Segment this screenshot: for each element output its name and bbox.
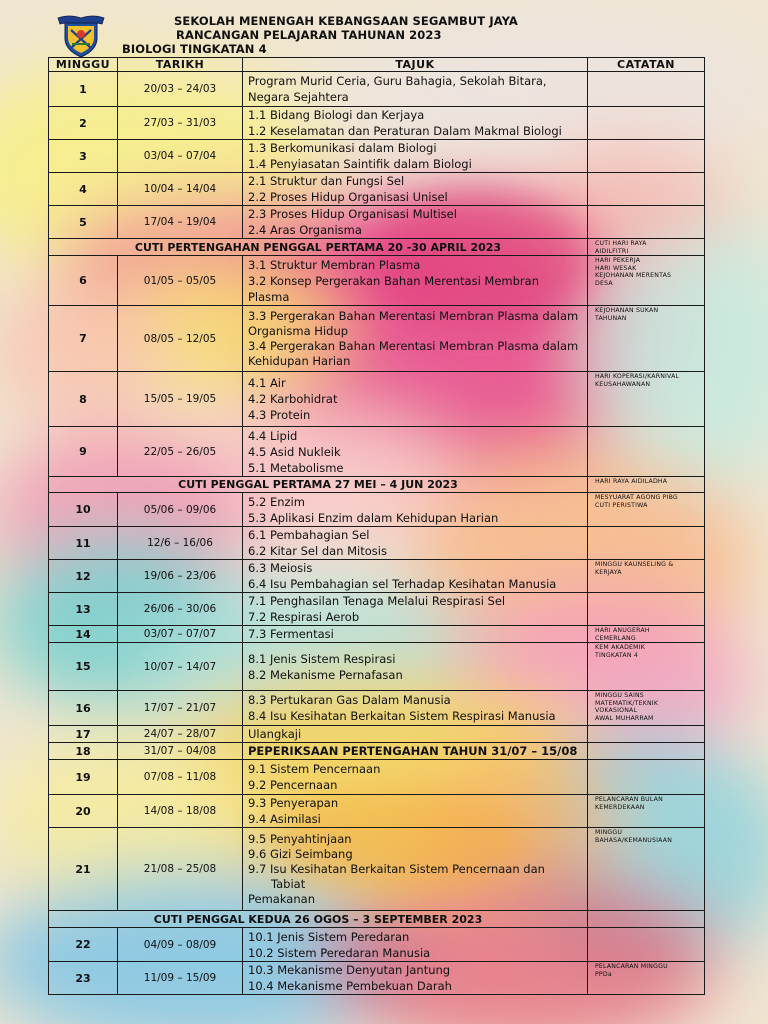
note-line: AWAL MUHARRAM [595,714,654,722]
notes-cell [588,911,705,928]
topic-line: 2.1 Struktur dan Fungsi Sel [248,174,405,188]
date-range: 01/05 – 05/05 [118,256,243,306]
note-line: HARI ANUGERAH [595,627,650,634]
table-row [49,372,705,427]
date-range: 19/06 – 23/06 [118,560,243,593]
column-header: CATATAN [588,58,705,72]
topic-line: 4.5 Asid Nukleik [248,444,341,459]
date-range: 24/07 – 28/07 [118,726,243,743]
note-line: CEMERLANG [595,634,636,642]
topic-line: 9.2 Pencernaan [248,778,338,792]
date-range: 05/06 – 09/06 [118,493,243,527]
topic-line: 1.4 Penyiasatan Saintifik dalam Biologi [248,157,472,171]
week-number: 20 [49,795,118,828]
topic-cell [243,527,588,560]
week-number: 21 [49,828,118,911]
notes-cell [588,206,705,239]
date-range: 04/09 – 08/09 [118,928,243,962]
week-number: 9 [49,427,118,477]
topic-line: Kehidupan Harian [248,353,351,368]
week-number: 8 [49,372,118,427]
topic-line: Negara Sejahtera [248,90,349,104]
topic-cell [243,626,588,643]
topic-line: 7.1 Penghasilan Tenaga Melalui Respirasi Sel [248,594,506,608]
topic-cell [243,795,588,828]
topic-cell [243,206,588,239]
topic-line: 6.3 Meiosis [248,561,313,575]
week-number: 16 [49,691,118,726]
note-line: HARI RAYA AIDILADHA [595,478,668,485]
topic-line: 8.2 Mekanisme Pernafasan [248,667,403,682]
holiday-row [49,911,705,928]
topic-cell [243,372,588,427]
week-number: 22 [49,928,118,962]
notes-cell [588,643,705,691]
week-number: 11 [49,527,118,560]
topic-line: 3.3 Pergerakan Bahan Merentasi Membran Plasma dalam [248,308,579,323]
notes-cell [588,372,705,427]
note-line: MATEMATIK/TEKNIK [595,699,659,707]
topic-line: 3.2 Konsep Pergerakan Bahan Merentasi Membran [248,273,539,288]
table-row [49,795,705,828]
table-row [49,527,705,560]
note-line: AIDILFITRI [595,247,629,255]
date-range: 17/07 – 21/07 [118,691,243,726]
note-line: KEUSAHAWANAN [595,380,651,388]
note-line: PPDa [595,970,612,978]
notes-cell [588,560,705,593]
topic-cell [243,962,588,995]
date-range: 14/08 – 18/08 [118,795,243,828]
note-line: KERJAYA [595,568,622,576]
holiday-label: CUTI PENGGAL KEDUA 26 OGOS – 3 SEPTEMBER 2023 [49,911,588,928]
week-number: 2 [49,107,118,140]
topic-line: 7.3 Fermentasi [248,627,334,641]
note-line: MINGGU [595,829,623,836]
school-crest-icon [56,14,106,58]
topic-line: Organisma Hidup [248,323,349,338]
topic-cell [243,928,588,962]
topic-line: 5.2 Enzim [248,494,305,509]
plan-title: RANCANGAN PELAJARAN TAHUNAN 2023 [176,28,442,42]
topic-line: 10.4 Mekanisme Pembekuan Darah [248,979,452,993]
topic-cell [243,726,588,743]
note-line: MINGGU KAUNSELING & [595,561,674,568]
topic-cell [243,140,588,173]
date-range: 20/03 – 24/03 [118,72,243,107]
topic-cell [243,593,588,626]
column-header: TAJUK [243,58,588,72]
holiday-label: CUTI PERTENGAHAN PENGGAL PERTAMA 20 -30 APRIL 2023 [49,239,588,256]
date-range: 31/07 – 04/08 [118,743,243,760]
date-range: 26/06 – 30/06 [118,593,243,626]
week-number: 23 [49,962,118,995]
note-line: HARI KOPERASI/KARNIVAL [595,373,680,380]
week-number: 13 [49,593,118,626]
table-row [49,726,705,743]
note-line: CUTI PERISTIWA [595,501,648,509]
date-range: 07/08 – 11/08 [118,760,243,795]
topic-cell [243,643,588,691]
topic-line: 10.2 Sistem Peredaran Manusia [248,945,431,960]
notes-cell [588,691,705,726]
table-row [49,493,705,527]
date-range: 21/08 – 25/08 [118,828,243,911]
topic-cell [243,427,588,477]
table-row [49,691,705,726]
topic-line: Program Murid Ceria, Guru Bahagia, Sekolah Bitara, [248,74,547,88]
topic-line: 8.3 Pertukaran Gas Dalam Manusia [248,693,451,707]
week-number: 7 [49,306,118,372]
note-line: PELANCARAN MINGGU [595,963,668,970]
topic-line: 9.4 Asimilasi [248,812,321,826]
topic-line: PEPERIKSAAN PERTENGAHAN TAHUN 31/07 – 15/08 [248,744,578,758]
topic-line: 10.3 Mekanisme Denyutan Jantung [248,963,451,977]
topic-line: 3.1 Struktur Membran Plasma [248,257,421,272]
topic-line: 2.2 Proses Hidup Organisasi Unisel [248,190,448,204]
week-number: 4 [49,173,118,206]
notes-cell [588,743,705,760]
table-row [49,760,705,795]
topic-cell [243,828,588,911]
notes-cell [588,962,705,995]
note-line: VOKASIONAL [595,707,638,714]
topic-cell [243,743,588,760]
table-row [49,743,705,760]
note-line: HARI WESAK [595,264,637,272]
date-range: 12/6 – 16/06 [118,527,243,560]
notes-cell [588,256,705,306]
topic-cell [243,560,588,593]
week-number: 15 [49,643,118,691]
table-row [49,256,705,306]
notes-cell [588,140,705,173]
topic-cell [243,493,588,527]
note-line: KEJOHANAN MERENTAS [595,272,672,279]
note-line: KEJOHANAN SUKAN [595,307,659,314]
week-number: 12 [49,560,118,593]
date-range: 15/05 – 19/05 [118,372,243,427]
topic-line: 2.4 Aras Organisma [248,223,362,237]
schedule-table [48,57,705,995]
date-range: 03/07 – 07/07 [118,626,243,643]
subject-title: BIOLOGI TINGKATAN 4 [122,42,267,56]
topic-line: 9.1 Sistem Pencernaan [248,762,381,776]
topic-line: 1.2 Keselamatan dan Peraturan Dalam Makmal Biologi [248,124,562,138]
week-number: 3 [49,140,118,173]
topic-cell [243,173,588,206]
column-header: MINGGU [49,58,118,72]
topic-line: 10.1 Jenis Sistem Peredaran [248,929,410,944]
topic-line: 4.2 Karbohidrat [248,392,338,406]
topic-line: 4.1 Air [248,376,286,390]
column-header: TARIKH [118,58,243,72]
topic-line: 1.1 Bidang Biologi dan Kerjaya [248,108,425,122]
week-number: 5 [49,206,118,239]
notes-cell [588,626,705,643]
school-name: SEKOLAH MENENGAH KEBANGSAAN SEGAMBUT JAYA [174,14,518,28]
date-range: 17/04 – 19/04 [118,206,243,239]
table-row [49,72,705,107]
topic-line: 9.6 Gizi Seimbang [248,846,353,861]
topic-line: 5.1 Metabolisme [248,460,344,475]
week-number: 10 [49,493,118,527]
topic-line: 3.4 Pergerakan Bahan Merentasi Membran Plasma dalam [248,338,579,353]
topic-line: Pemakanan [248,891,315,906]
topic-line: 9.7 Isu Kesihatan Berkaitan Sistem Pencernaan dan [248,861,545,876]
note-line: MINGGU SAINS [595,692,644,699]
topic-cell [243,691,588,726]
week-number: 1 [49,72,118,107]
table-row [49,427,705,477]
table-row [49,306,705,372]
topic-line: 6.2 Kitar Sel dan Mitosis [248,544,387,558]
notes-cell [588,828,705,911]
table-row [49,643,705,691]
topic-line: 8.4 Isu Kesihatan Berkaitan Sistem Respirasi Manusia [248,709,556,723]
note-line: TAHUNAN [595,314,627,322]
date-range: 27/03 – 31/03 [118,107,243,140]
table-row [49,962,705,995]
holiday-label: CUTI PENGGAL PERTAMA 27 MEI – 4 JUN 2023 [49,477,588,493]
topic-line: 7.2 Respirasi Aerob [248,610,360,624]
date-range: 10/07 – 14/07 [118,643,243,691]
table-row [49,206,705,239]
table-row [49,107,705,140]
topic-line: Tabiat [271,876,306,891]
holiday-row [49,239,705,256]
notes-cell [588,72,705,107]
week-number: 6 [49,256,118,306]
topic-line: 6.4 Isu Pembahagian sel Terhadap Kesihatan Manusia [248,577,557,591]
note-line: KEM AKADEMIK [595,644,645,651]
note-line: BAHASA/KEMANUSIAAN [595,836,673,844]
table-row [49,928,705,962]
week-number: 14 [49,626,118,643]
date-range: 03/04 – 07/04 [118,140,243,173]
date-range: 10/04 – 14/04 [118,173,243,206]
date-range: 11/09 – 15/09 [118,962,243,995]
week-number: 19 [49,760,118,795]
topic-line: Plasma [248,289,290,304]
table-row [49,560,705,593]
topic-line: 9.3 Penyerapan [248,796,339,810]
date-range: 08/05 – 12/05 [118,306,243,372]
notes-cell [588,107,705,140]
week-number: 18 [49,743,118,760]
topic-cell [243,72,588,107]
notes-cell [588,928,705,962]
topic-line: 4.3 Protein [248,408,311,422]
note-line: CUTI HARI RAYA [595,240,647,247]
notes-cell [588,527,705,560]
topic-cell [243,256,588,306]
topic-line: 1.3 Berkomunikasi dalam Biologi [248,141,437,155]
table-header-row [49,58,705,72]
notes-cell [588,593,705,626]
notes-cell [588,760,705,795]
notes-cell [588,427,705,477]
topic-line: 2.3 Proses Hidup Organisasi Multisel [248,207,457,221]
note-line: KEMERDEKAAN [595,803,645,811]
notes-cell [588,795,705,828]
table-row [49,626,705,643]
topic-line: Ulangkaji [248,727,302,741]
topic-cell [243,107,588,140]
note-line: DESA [595,279,613,287]
table-row [49,593,705,626]
topic-line: 4.4 Lipid [248,428,298,443]
note-line: HARI PEKERJA [595,257,641,264]
date-range: 22/05 – 26/05 [118,427,243,477]
notes-cell [588,726,705,743]
week-number: 17 [49,726,118,743]
note-line: MESYUARAT AGONG PIBG [595,494,678,501]
topic-line: 5.3 Aplikasi Enzim dalam Kehidupan Harian [248,510,499,525]
note-line: PELANCARAN BULAN [595,796,663,803]
topic-line: 9.5 Penyahtinjaan [248,831,352,846]
notes-cell [588,173,705,206]
topic-line: 6.1 Pembahagian Sel [248,528,370,542]
topic-cell [243,306,588,372]
table-row [49,173,705,206]
notes-cell [588,477,705,493]
topic-cell [243,760,588,795]
document-header [0,0,768,58]
table-row [49,828,705,911]
table-row [49,140,705,173]
notes-cell [588,493,705,527]
notes-cell [588,306,705,372]
topic-line: 8.1 Jenis Sistem Respirasi [248,651,396,666]
notes-cell [588,239,705,256]
note-line: TINGKATAN 4 [595,651,638,659]
holiday-row [49,477,705,493]
